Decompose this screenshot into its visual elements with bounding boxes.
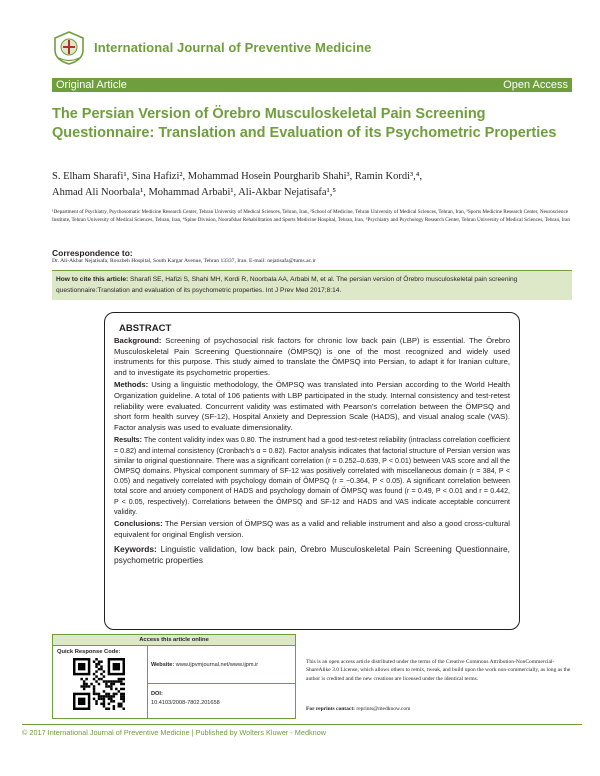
background-text: Screening of psychosocial risk factors for chronic low back pain (LBP) is essential. The Örebro Musculoskeletal Pain Screening Questionnaire (ÖMPSQ) is one of the most recognized and widely used instruments for this purpose. This study aimed to translate the ÖMPSQ into Persian, to adapt it for Iranian culture, and to investigate its psychometric properties.	[114, 336, 510, 377]
author-line-2: Ahmad Ali Noorbala¹, Mohammad Arbabi¹, Ali-Akbar Nejatisafa¹,⁵	[52, 187, 336, 198]
access-online-box	[52, 634, 296, 719]
conclusions-label: Conclusions:	[114, 518, 163, 528]
qr-label: Quick Response Code:	[57, 649, 121, 655]
abstract-box	[104, 312, 520, 630]
methods-text: Using a linguistic methodology, the ÖMPSQ was translated into Persian according to the World Health Organization guideline. A total of 106 patients with LBP participated in the study. Internal consistency and test-retest reliability were evaluated. Concurrent validity was estimated with Pearson's correlation between the ÖMPSQ and short form health survey (SF-12), Hospital Anxiety and Depression Scale (HADS), and visual analog scale (VAS). Factor analysis was used to evaluate dimensionality.	[114, 380, 511, 432]
reprints-label: For reprints contact:	[306, 706, 355, 712]
abstract-conclusions	[114, 519, 510, 540]
reprints-email[interactable]: reprints@medknow.com	[356, 706, 411, 712]
footer-text: © 2017 International Journal of Preventive Medicine | Published by Wolters Kluwer - Medknow	[22, 728, 327, 737]
access-divider-horizontal	[147, 683, 295, 684]
website-label: Website:	[151, 662, 175, 668]
journal-seal-icon	[52, 30, 86, 66]
abstract-methods	[114, 380, 510, 433]
article-type-bar	[52, 78, 572, 92]
citation-text: Sharafi SE, Hafizi S, Shahi MH, Kordi R, Noorbala AA, Arbabi M, et al. The persian version of Örebro musculoskeletal pain screening questionnaire:Translation and evaluation of its psychometric properties. Int J Prev Med 2017;8:14.	[56, 276, 518, 294]
keywords-text: Linguistic validation, low back pain, Örebro Musculoskeletal Pain Screening Questionnaire, psychometric properties	[114, 544, 510, 566]
reprints-line	[306, 706, 410, 712]
qr-code-icon[interactable]	[73, 658, 125, 710]
affiliations: ¹Department of Psychiatry, Psychosomatic Medicine Research Center, Tehran University of Medical Sciences, Tehran, Iran, ²School of Medicine, Tehran University of Medical Sciences, Tehran, Iran, ³Sports Medicine Research Center, Neuroscience Institute, Tehran University of Medical Sciences, Tehran, Iran, ⁴Spine Division, Noorafshar Rehabilitation and Sports Medicine Hospital, Tehran, Iran, ⁵Psychiatry and Psychology Research Center, Tehran University of Medical Sciences, Tehran, Iran	[52, 209, 570, 223]
access-heading: Access this article online	[53, 635, 295, 646]
article-title: The Persian Version of Örebro Musculoskeletal Pain Screening Questionnaire: Translation and Evaluation of its Psychometric Properties	[52, 106, 557, 141]
results-label: Results:	[114, 436, 142, 445]
website-line	[151, 662, 258, 668]
footer-rule	[22, 724, 582, 725]
abstract-background	[114, 336, 510, 378]
author-line-1: S. Elham Sharafi¹, Sina Hafizi², Mohammad Hosein Pourgharib Shahi³, Ramin Kordi³,⁴,	[52, 171, 423, 182]
citation-box	[52, 270, 572, 300]
correspondence-label: Correspondence to:	[52, 248, 133, 258]
results-text: The content validity index was 0.80. The instrument had a good test-retest reliability (intraclass correlation coefficient = 0.82) and internal consistency (Cronbach's α = 0.82). Factor analysis indicates that factorial structure of Persian version was similar to original questionnaire. There was a significant correlation (r = 0.252–0.639, P < 0.01) between VAS score and all the ÖMPSQ domains. Physical component summary of SF-12 was positively correlated with miscellaneous domain (r = 384, P < 0.05) and negatively correlated with psychology domain of ÖMPSQ (r = −0.364, P < 0.05). A significant correlation between total score and anxiety component of HADS and psychology domain of ÖMPSQ was found (r = 0.49, P < 0.01 and r = 0.442, P < 0.05, respectively). Correlations between the ÖMPSQ and SF-12 and HADS and VAS indicate acceptable concurrent validity.	[114, 436, 510, 516]
website-link[interactable]: www.ijpvmjournal.net/www.ijpm.ir	[175, 662, 259, 668]
methods-label: Methods:	[114, 380, 149, 390]
background-label: Background:	[114, 336, 162, 345]
citation-label: How to cite this article:	[56, 276, 129, 283]
license-text: This is an open access article distributed under the terms of the Creative Commons Attribution-NonCommercial-ShareAlike 3.0 License, which allows others to remix, tweak, and build upon the work non-commercially, as long as the author is credited and the new creations are licensed under the identical terms.	[306, 659, 571, 682]
abstract-results	[114, 435, 510, 517]
journal-header	[52, 30, 572, 70]
abstract-keywords	[114, 544, 510, 566]
conclusions-text: The Persian version of ÖMPSQ was as a valid and reliable instrument and also a good cross-cultural equivalent for original English version.	[114, 518, 511, 539]
abstract-heading: ABSTRACT	[119, 323, 172, 334]
author-list	[52, 169, 572, 201]
open-access-label: Open Access	[503, 79, 568, 91]
journal-title: International Journal of Preventive Medicine	[94, 40, 372, 55]
correspondence-text: Dr. Ali-Akbar Nejatisafa, Roozbeh Hospital, South Kargar Avenue, Tehran 13337, Iran. E-mail: nejatisafa@tums.ac.ir	[52, 258, 316, 264]
keywords-label: Keywords:	[114, 544, 157, 555]
article-type-label: Original Article	[56, 79, 127, 91]
doi-label: DOI:	[151, 691, 163, 697]
doi-value[interactable]: 10.4103/2008-7802.201658	[151, 700, 220, 706]
